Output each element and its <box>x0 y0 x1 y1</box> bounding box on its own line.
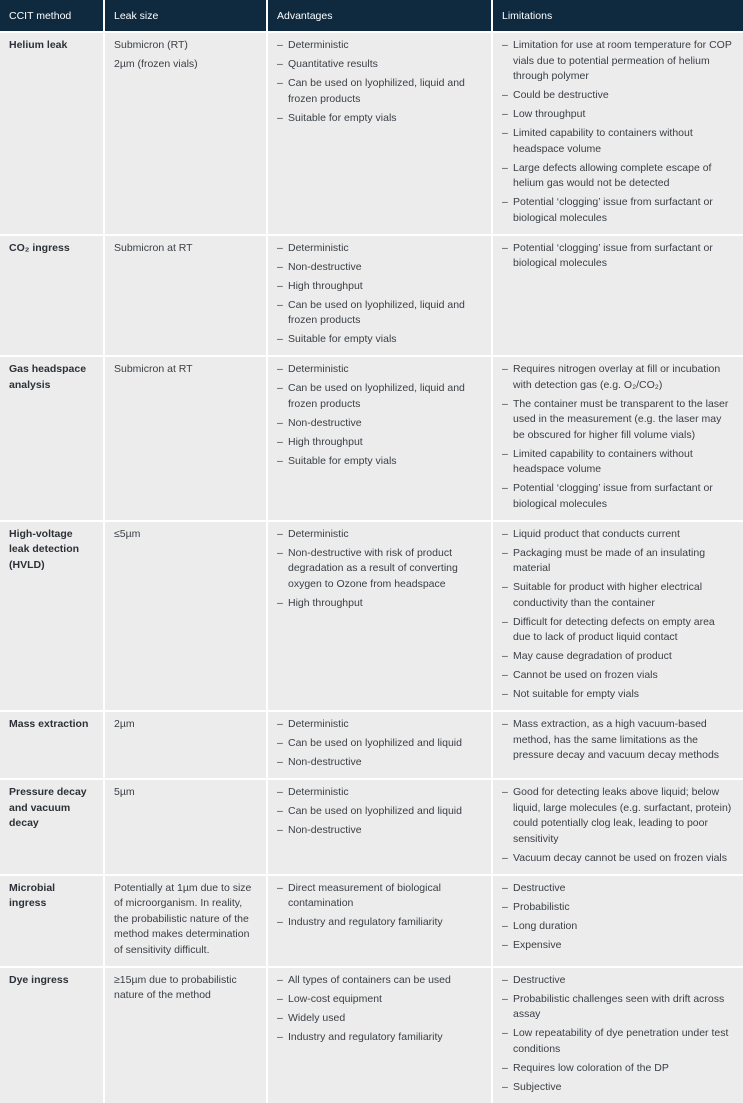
header-leak-size: Leak size <box>105 0 268 31</box>
limitations-list <box>502 362 735 512</box>
limitation-item: – Expensive <box>502 938 735 954</box>
limitation-item: – Vacuum decay cannot be used on frozen vials <box>502 851 735 867</box>
advantage-item: – All types of containers can be used <box>277 973 483 989</box>
limitations-cell <box>493 520 743 711</box>
advantage-item: – Non-destructive with risk of product degradation as a result of converting oxygen to Ozone from headspace <box>277 546 483 593</box>
limitations-list <box>502 527 735 703</box>
limitation-item: – Potential ‘clogging’ issue from surfactant or biological molecules <box>502 481 735 512</box>
limitations-list <box>502 717 735 764</box>
limitation-item: – Not suitable for empty vials <box>502 687 735 703</box>
advantages-cell <box>268 874 493 966</box>
limitations-cell <box>493 710 743 778</box>
limitation-item: – Liquid product that conducts current <box>502 527 735 543</box>
limitation-item: – Limited capability to containers without headspace volume <box>502 447 735 478</box>
limitation-item: – Large defects allowing complete escape of helium gas would not be detected <box>502 161 735 192</box>
table-row <box>0 710 743 778</box>
table-row <box>0 874 743 966</box>
leak-size-line: Submicron at RT <box>114 363 193 375</box>
limitation-item: – Destructive <box>502 881 735 897</box>
advantage-item: – Suitable for empty vials <box>277 332 483 348</box>
limitation-item: – Requires nitrogen overlay at fill or incubation with detection gas (e.g. O₂/CO₂) <box>502 362 735 393</box>
advantage-item: – High throughput <box>277 435 483 451</box>
method-cell: Helium leak <box>0 31 105 234</box>
limitations-list <box>502 785 735 866</box>
advantage-item: – Widely used <box>277 1011 483 1027</box>
advantage-item: – Deterministic <box>277 38 483 54</box>
limitations-list <box>502 973 735 1096</box>
table-row <box>0 966 743 1103</box>
advantage-item: – Deterministic <box>277 362 483 378</box>
limitation-item: – Suitable for product with higher electrical conductivity than the container <box>502 580 735 611</box>
leak-size-line: 2µm <box>114 718 135 730</box>
limitation-item: – Probabilistic <box>502 900 735 916</box>
leak-size-cell <box>105 874 268 966</box>
advantage-item: – Can be used on lyophilized, liquid and frozen products <box>277 298 483 329</box>
advantage-item: – Deterministic <box>277 717 483 733</box>
advantage-item: – Suitable for empty vials <box>277 111 483 127</box>
limitations-cell <box>493 355 743 520</box>
limitation-item: – Packaging must be made of an insulating material <box>502 546 735 577</box>
limitation-item: – Difficult for detecting defects on empty area due to lack of product liquid contact <box>502 615 735 646</box>
method-cell: Microbial ingress <box>0 874 105 966</box>
advantage-item: – Direct measurement of biological contamination <box>277 881 483 912</box>
advantage-item: – Can be used on lyophilized, liquid and frozen products <box>277 381 483 412</box>
advantage-item: – High throughput <box>277 596 483 612</box>
limitation-item: – Limitation for use at room temperature for COP vials due to potential permeation of helium through polymer <box>502 38 735 85</box>
leak-size-cell <box>105 234 268 356</box>
advantage-item: – Low-cost equipment <box>277 992 483 1008</box>
advantages-cell <box>268 966 493 1103</box>
advantages-list <box>277 362 483 469</box>
header-limitations: Limitations <box>493 0 743 31</box>
advantage-item: – Non-destructive <box>277 823 483 839</box>
limitation-item: – Good for detecting leaks above liquid; below liquid, large molecules (e.g. surfactant, protein) could potentially clog leak, leading to poor sensitivity <box>502 785 735 847</box>
header-advantages: Advantages <box>268 0 493 31</box>
advantage-item: – Deterministic <box>277 527 483 543</box>
limitations-cell <box>493 778 743 874</box>
advantages-cell <box>268 778 493 874</box>
leak-size-cell <box>105 966 268 1103</box>
table-row <box>0 778 743 874</box>
limitations-cell <box>493 874 743 966</box>
leak-size-line: 2µm (frozen vials) <box>114 58 198 70</box>
advantage-item: – Deterministic <box>277 785 483 801</box>
advantages-list <box>277 717 483 771</box>
advantages-cell <box>268 355 493 520</box>
table-row <box>0 520 743 711</box>
header-row <box>0 0 743 31</box>
method-cell: Pressure decay and vacuum decay <box>0 778 105 874</box>
limitation-item: – Requires low coloration of the DP <box>502 1061 735 1077</box>
leak-size-cell <box>105 355 268 520</box>
advantages-list <box>277 241 483 348</box>
advantage-item: – Can be used on lyophilized and liquid <box>277 736 483 752</box>
table-row <box>0 355 743 520</box>
limitation-item: – Long duration <box>502 919 735 935</box>
advantage-item: – High throughput <box>277 279 483 295</box>
advantage-item: – Industry and regulatory familiarity <box>277 1030 483 1046</box>
limitation-item: – Probabilistic challenges seen with drift across assay <box>502 992 735 1023</box>
limitations-cell <box>493 31 743 234</box>
leak-size-line: Submicron (RT) <box>114 39 188 51</box>
advantage-item: – Non-destructive <box>277 755 483 771</box>
table-row <box>0 31 743 234</box>
advantage-item: – Suitable for empty vials <box>277 454 483 470</box>
limitation-item: – Subjective <box>502 1080 735 1096</box>
advantage-item: – Non-destructive <box>277 260 483 276</box>
method-cell: High-voltage leak detection (HVLD) <box>0 520 105 711</box>
limitation-item: – May cause degradation of product <box>502 649 735 665</box>
advantages-list <box>277 527 483 612</box>
leak-size-line: ≤5µm <box>114 527 141 540</box>
advantage-item: – Deterministic <box>277 241 483 257</box>
limitations-cell <box>493 234 743 356</box>
method-cell: Mass extraction <box>0 710 105 778</box>
advantages-cell <box>268 234 493 356</box>
advantage-item: – Can be used on lyophilized and liquid <box>277 804 483 820</box>
advantages-list <box>277 973 483 1046</box>
table-row <box>0 234 743 356</box>
leak-size-cell <box>105 520 268 711</box>
limitations-list <box>502 38 735 226</box>
leak-size-line: Potentially at 1µm due to size of microorganism. In reality, the probabilistic nature of the method makes determination of sensitivity difficult. <box>114 881 252 956</box>
limitation-item: – Limited capability to containers without headspace volume <box>502 126 735 157</box>
advantages-list <box>277 38 483 126</box>
advantages-cell <box>268 31 493 234</box>
leak-size-cell <box>105 710 268 778</box>
advantages-list <box>277 785 483 839</box>
limitation-item: – Low throughput <box>502 107 735 123</box>
method-cell: CO₂ ingress <box>0 234 105 356</box>
advantages-list <box>277 881 483 931</box>
leak-size-cell <box>105 778 268 874</box>
leak-size-line: Submicron at RT <box>114 241 193 254</box>
limitations-cell <box>493 966 743 1103</box>
limitation-item: – Cannot be used on frozen vials <box>502 668 735 684</box>
method-cell: Gas headspace analysis <box>0 355 105 520</box>
method-cell: Dye ingress <box>0 966 105 1103</box>
advantage-item: – Non-destructive <box>277 416 483 432</box>
limitations-list <box>502 881 735 954</box>
advantages-cell <box>268 710 493 778</box>
advantage-item: – Can be used on lyophilized, liquid and frozen products <box>277 76 483 107</box>
limitation-item: – Mass extraction, as a high vacuum-based method, has the same limitations as the pressure decay and vacuum decay methods <box>502 717 735 764</box>
leak-size-cell <box>105 31 268 234</box>
limitation-item: – Destructive <box>502 973 735 989</box>
advantage-item: – Quantitative results <box>277 57 483 73</box>
advantage-item: – Industry and regulatory familiarity <box>277 915 483 931</box>
limitation-item: – The container must be transparent to the laser used in the measurement (e.g. the laser may be obscured for higher fill volume vials) <box>502 397 735 444</box>
leak-size-line: 5µm <box>114 786 135 798</box>
limitation-item: – Potential ‘clogging’ issue from surfactant or biological molecules <box>502 241 735 272</box>
advantages-cell <box>268 520 493 711</box>
limitations-list <box>502 241 735 272</box>
limitation-item: – Potential ‘clogging’ issue from surfactant or biological molecules <box>502 195 735 226</box>
limitation-item: – Low repeatability of dye penetration under test conditions <box>502 1026 735 1057</box>
header-ccit-method: CCIT method <box>0 0 105 31</box>
limitation-item: – Could be destructive <box>502 88 735 104</box>
leak-size-line: ≥15µm due to probabilistic nature of the method <box>114 973 237 1001</box>
